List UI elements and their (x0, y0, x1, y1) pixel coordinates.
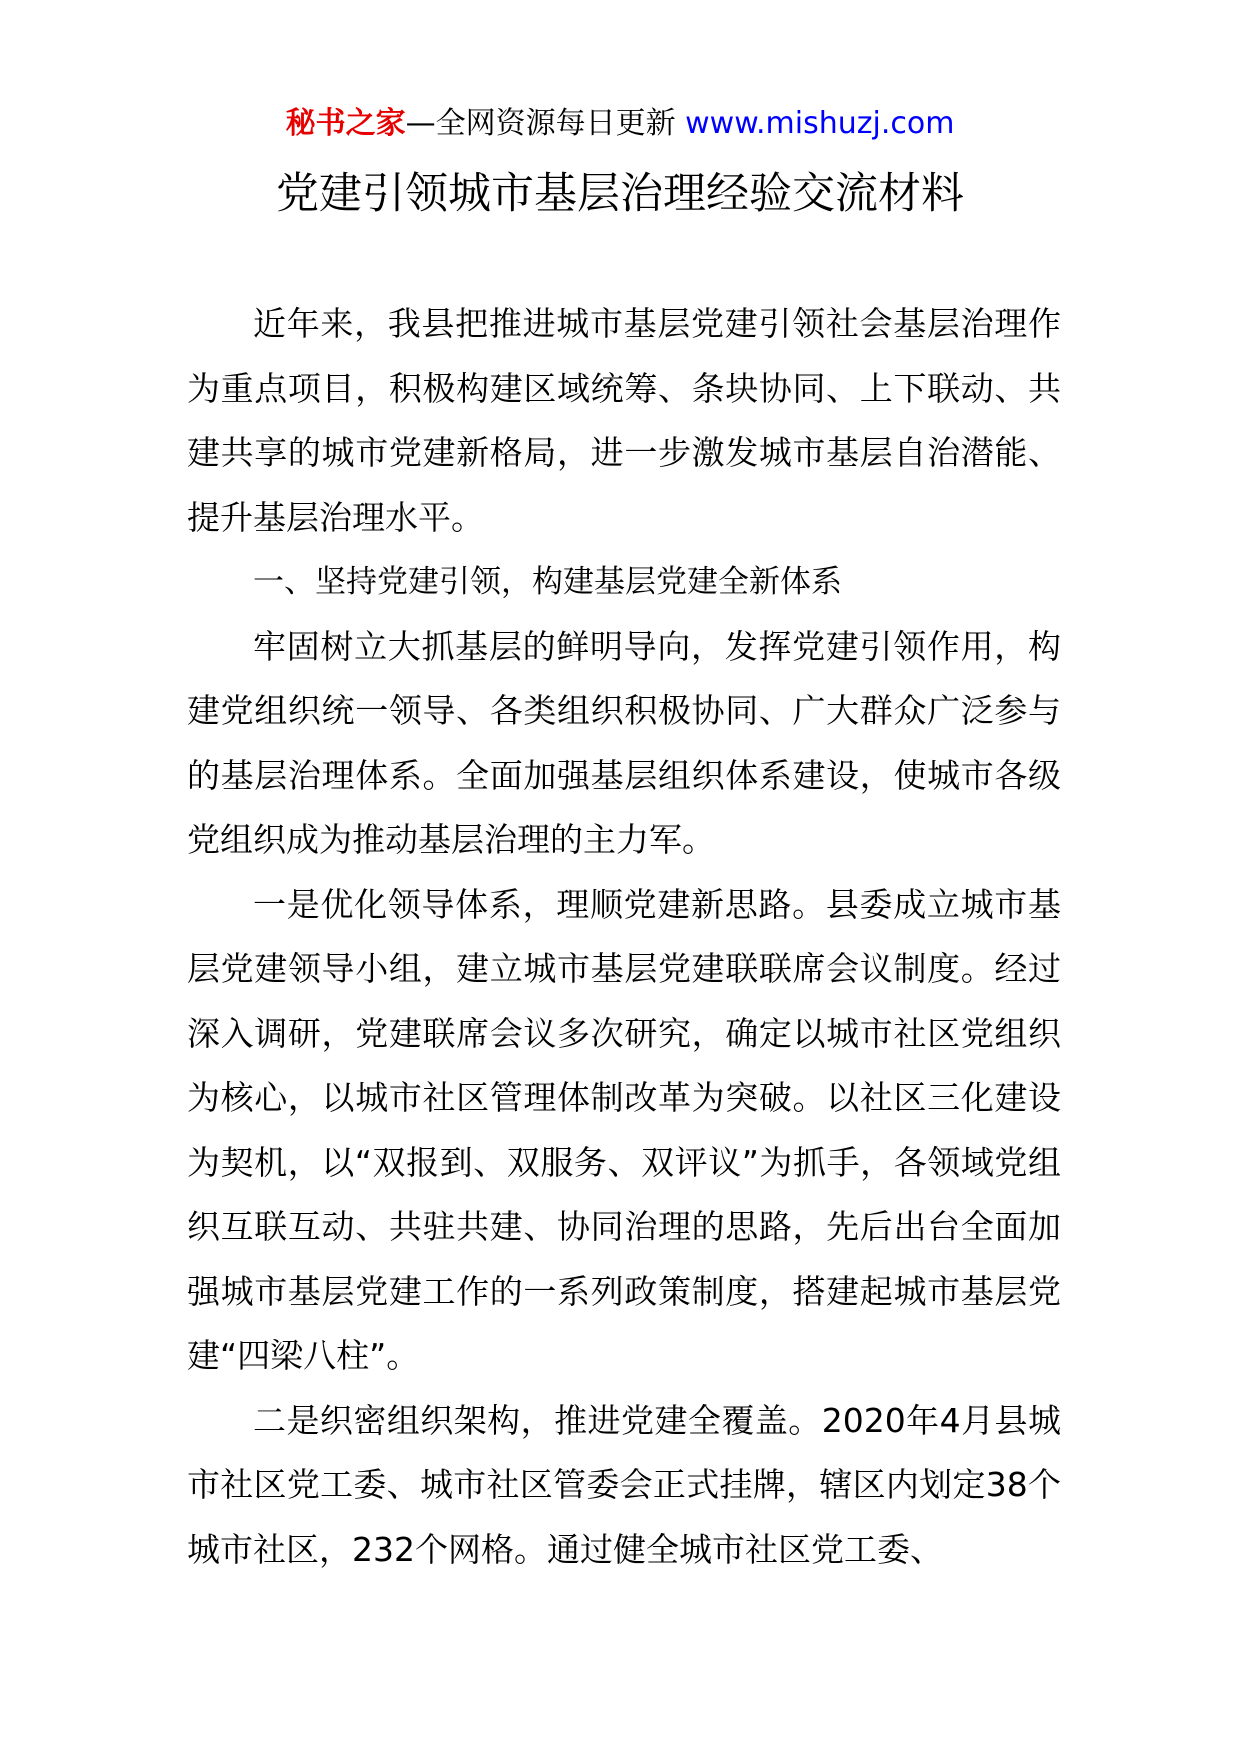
document-title: 党建引领城市基层治理经验交流材料 (276, 169, 964, 219)
site-header (0, 104, 1240, 144)
point-1-paragraph: 一是优化领导体系，理顺党建新思路。县委成立城市基层党建领导小组，建立城市基层党建联联席会议制度。经过深入调研，党建联席会议多次研究，确定以城市社区党组织为核心，以城市社区管理体制改革为突破。以社区三化建设为契机，以“双报到、双服务、双评议”为抓手，各领域党组织互联互动、共驻共建、协同治理的思路，先后出台全面加强城市基层党建工作的一系列政策制度，搭建起城市基层党建“四梁八柱”。 (187, 884, 1061, 1375)
site-url-link[interactable]: www.mishuzj.com (685, 106, 955, 141)
section-heading-1: 一、坚持党建引领，构建基层党建全新体系 (253, 564, 842, 600)
document-body (187, 292, 1061, 1582)
header-tagline: —全网资源每日更新 (405, 106, 686, 141)
intro-paragraph: 近年来，我县把推进城市基层党建引领社会基层治理作为重点项目，积极构建区域统筹、条块协同、上下联动、共建共享的城市党建新格局，进一步激发城市基层自治潜能、提升基层治理水平。 (187, 304, 1061, 537)
brand-name: 秘书之家 (285, 106, 406, 141)
section-1-paragraph: 牢固树立大抓基层的鲜明导向，发挥党建引领作用，构建党组织统一领导、各类组织积极协同、广大群众广泛参与的基层治理体系。全面加强基层组织体系建设，使城市各级党组织成为推动基层治理的主力军。 (187, 626, 1061, 859)
point-2-paragraph: 二是织密组织架构，推进党建全覆盖。2020年4月县城市社区党工委、城市社区管委会正式挂牌，辖区内划定38个城市社区，232个网格。通过健全城市社区党工委、 (187, 1400, 1061, 1569)
